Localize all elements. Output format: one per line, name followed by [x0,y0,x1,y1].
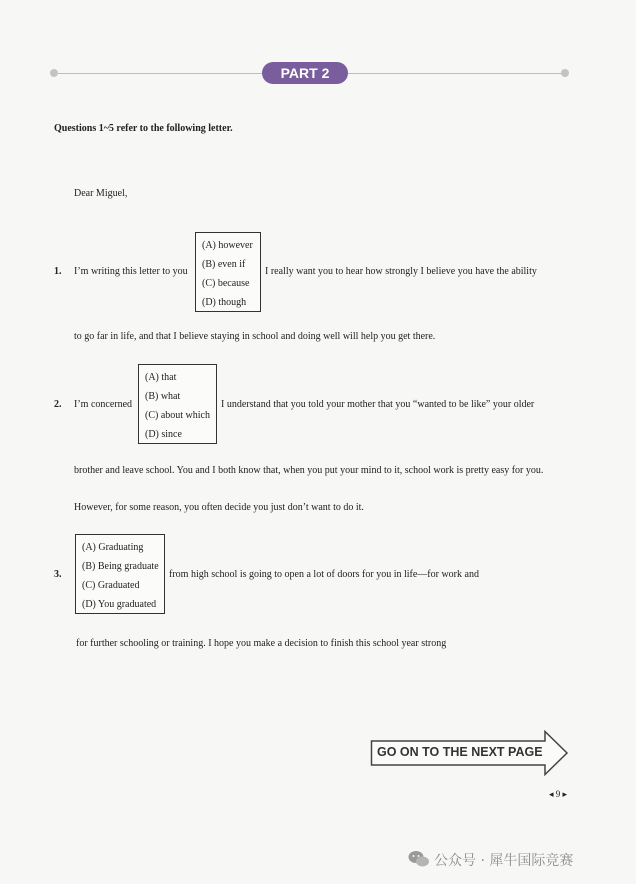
question-2-text-before: I’m concerned [74,399,133,410]
header-rule-left [58,73,262,74]
wechat-icon [408,850,430,868]
question-2-option-b[interactable]: (B) what [145,391,181,402]
next-page-label: GO ON TO THE NEXT PAGE [377,745,543,759]
letter-line-4: for further schooling or training. I hope you make a decision to finish this school year strong [76,638,447,649]
question-2-number: 2. [54,399,62,410]
question-3-option-c[interactable]: (C) Graduated [82,580,140,591]
question-1-text-after: I really want you to hear how strongly I believe you have the ability [265,266,537,277]
question-1-option-c[interactable]: (C) because [202,278,250,289]
part-badge: PART 2 [262,62,348,84]
question-3-text-after: from high school is going to open a lot of doors for you in life—for work and [169,569,479,580]
rule-dot-right [561,69,569,77]
letter-line-1: to go far in life, and that I believe staying in school and doing well will help you get there. [74,331,436,342]
question-3-option-b[interactable]: (B) Being graduate [82,561,159,572]
question-1-option-d[interactable]: (D) though [202,297,247,308]
rule-dot-left [50,69,58,77]
watermark-text: 公众号 · 犀牛国际竞赛 [434,853,574,869]
question-3-number: 3. [54,569,62,580]
question-2-option-d[interactable]: (D) since [145,429,182,440]
question-1-options [195,232,261,312]
question-1-text-before: I’m writing this letter to you [74,266,188,277]
page-number: ◂ 9 ▸ [549,789,568,799]
header-rule-right [348,73,562,74]
question-3-options [75,534,165,614]
question-2-option-c[interactable]: (C) about which [145,410,210,421]
question-1-number: 1. [54,266,62,277]
letter-line-2: brother and leave school. You and I both know that, when you put your mind to it, school work is pretty easy for you. [74,465,544,476]
question-1-option-a[interactable]: (A) however [202,240,253,251]
instructions: Questions 1~5 refer to the following letter. [54,123,233,134]
question-2-option-a[interactable]: (A) that [145,372,177,383]
question-1-option-b[interactable]: (B) even if [202,259,246,270]
next-page-indicator [370,730,570,776]
letter-line-3: However, for some reason, you often decide you just don’t want to do it. [74,502,364,513]
question-2-options [138,364,217,444]
question-2-text-after: I understand that you told your mother that you “wanted to be like” your older [221,399,535,410]
question-3-option-a[interactable]: (A) Graduating [82,542,144,553]
salutation: Dear Miguel, [74,188,128,199]
question-3-option-d[interactable]: (D) You graduated [82,599,157,610]
